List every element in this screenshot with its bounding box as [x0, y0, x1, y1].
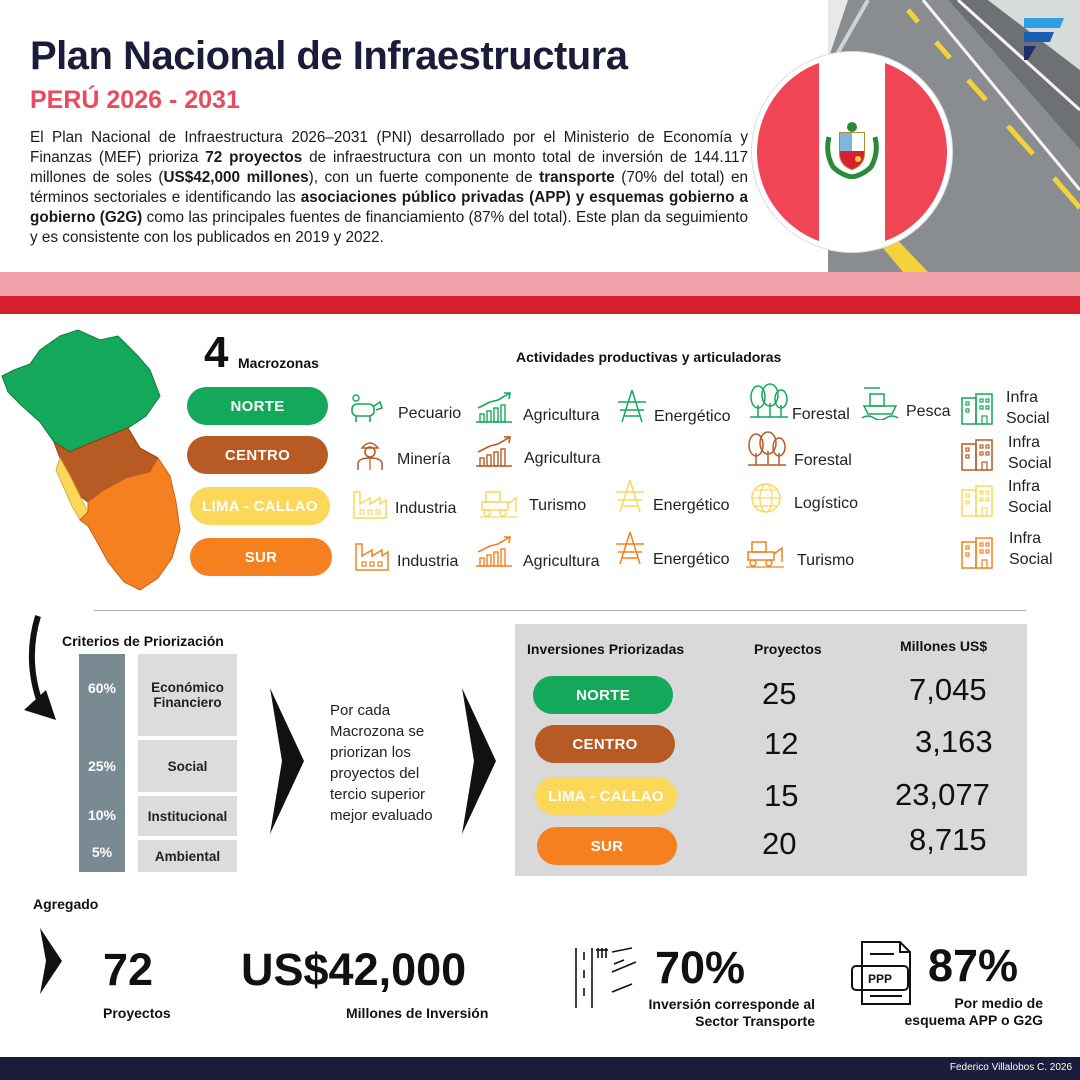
activity-sur-industria: Industria: [397, 553, 459, 570]
criterio-pct-economico: 60%: [87, 680, 117, 696]
bulldozer-icon: [478, 482, 518, 518]
inversion-zona-sur: SUR: [537, 827, 677, 865]
power-tower-icon: [610, 478, 650, 514]
activity-lima-industria: Industria: [395, 500, 457, 517]
criterios-note: Por cada Macrozona se priorizan los proyectos del tercio superior mejor evaluado: [330, 702, 433, 824]
criterio-pct-ambiental: 5%: [91, 844, 113, 860]
building-icon: [958, 390, 998, 426]
chevron-right-icon: [270, 688, 304, 834]
inversiones-header-proyectos: Proyectos: [754, 641, 822, 657]
activity-norte-infra-social: Infra Social: [1006, 389, 1050, 427]
intro-highlight: asociaciones público privadas (APP) y esquemas gobierno a gobierno (G2G): [30, 189, 748, 226]
cattle-icon: [346, 390, 386, 426]
bulldozer-icon: [744, 532, 784, 568]
fishing-boat-icon: [860, 384, 900, 420]
trees-icon: [746, 430, 788, 470]
agregado-inversion-value: US$42,000: [241, 944, 467, 995]
zone-pill-centro: CENTRO: [187, 436, 328, 474]
activity-sur-infra-social: Infra Social: [1009, 530, 1053, 568]
brand-logo-icon: [1020, 16, 1066, 60]
intro-text: de infraestructura con un monto total de inversión de 144.117 millones de soles (: [30, 149, 749, 186]
macrozonas-count: 4: [204, 328, 229, 377]
activity-sur-turismo: Turismo: [797, 552, 855, 569]
intro-highlight: US$42,000 millones: [163, 169, 309, 186]
intro-highlight: 72 proyectos: [205, 149, 303, 166]
ppp-label: PPP: [867, 972, 893, 986]
map-region-norte: [2, 330, 160, 452]
chevron-right-icon: [40, 928, 62, 994]
coat-of-arms-icon: [823, 119, 881, 179]
factory-icon: [352, 536, 392, 572]
inversiones-header-millones: Millones US$: [900, 638, 988, 654]
page-subtitle: PERÚ 2026 - 2031: [30, 86, 240, 114]
criterio-pct-social: 25%: [87, 758, 117, 774]
building-icon: [958, 436, 998, 472]
zone-pill-lima-callao: LIMA - CALLAO: [190, 487, 330, 525]
building-icon: [958, 534, 998, 570]
criterio-social: Social: [138, 740, 237, 792]
inversion-zona-norte: NORTE: [533, 676, 673, 714]
footer-credit: Federico Villalobos C. 2026: [949, 1062, 1072, 1073]
peru-macrozonas-map: [0, 326, 190, 596]
miner-icon: [350, 436, 390, 472]
agregado-proyectos-value: 72: [103, 944, 154, 995]
section-divider: [94, 610, 1026, 611]
inversion-proyectos-lima-callao: 15: [764, 778, 799, 813]
intro-text: (70% del total) en términos sectoriales e identificando las: [30, 169, 748, 206]
agregado-transporte-value: 70%: [655, 942, 746, 993]
activity-sur-agricultura: Agricultura: [523, 553, 600, 570]
criterio-institucional: Institucional: [138, 796, 237, 836]
inversion-millones-centro: 3,163: [915, 724, 993, 759]
flag-stripe-right: [885, 57, 947, 247]
zone-pill-sur: SUR: [190, 538, 332, 576]
inversion-zona-lima-callao: LIMA - CALLAO: [535, 777, 677, 815]
divider-band-light: [0, 272, 1080, 296]
activity-norte-agricultura: Agricultura: [523, 407, 600, 424]
actividades-title: Actividades productivas y articuladoras: [516, 349, 782, 365]
intro-paragraph: [30, 128, 748, 248]
activity-centro-agricultura: Agricultura: [524, 450, 601, 467]
activity-lima-infra-social: Infra Social: [1008, 478, 1052, 516]
activity-lima-logistico: Logístico: [794, 495, 859, 512]
agregado-transporte-label: Inversión corresponde al Sector Transporte: [648, 996, 815, 1029]
building-icon: [958, 482, 998, 518]
power-tower-icon: [610, 530, 650, 566]
agriculture-chart-icon: [474, 390, 514, 426]
macrozonas-label: Macrozonas: [238, 355, 319, 371]
trees-icon: [748, 382, 790, 422]
activity-lima-turismo: Turismo: [529, 497, 587, 514]
inversion-proyectos-norte: 25: [762, 676, 797, 711]
activity-centro-mineria: Minería: [397, 451, 451, 468]
inversion-zona-centro: CENTRO: [535, 725, 675, 763]
agregado-inversion-label: Millones de Inversión: [346, 1005, 489, 1021]
activity-lima-energetico: Energético: [653, 497, 730, 514]
divider-band-red: [0, 296, 1080, 314]
curved-arrow-icon: [20, 612, 70, 724]
chevron-right-icon: [462, 688, 496, 834]
factory-icon: [350, 484, 390, 520]
activity-norte-energetico: Energético: [654, 408, 731, 425]
inversion-millones-sur: 8,715: [909, 822, 987, 857]
agregado-proyectos-label: Proyectos: [103, 1005, 171, 1021]
activity-centro-infra-social: Infra Social: [1008, 434, 1052, 472]
flag-stripe-left: [757, 57, 819, 247]
intro-highlight: transporte: [539, 169, 615, 186]
power-tower-icon: [612, 388, 652, 424]
globe-icon: [746, 480, 786, 516]
agregado-app-label: Por medio de esquema APP o G2G: [904, 995, 1043, 1028]
activity-norte-pecuario: Pecuario: [398, 405, 462, 422]
activity-centro-forestal: Forestal: [794, 452, 852, 469]
criterio-ambiental: Ambiental: [138, 840, 237, 872]
agregado-app-value: 87%: [928, 940, 1019, 991]
criterio-pct-institucional: 10%: [87, 807, 117, 823]
criterio-economico-financiero: Económico Financiero: [138, 654, 237, 736]
peru-flag-emblem: [752, 52, 952, 252]
footer-bar: [0, 1057, 1080, 1080]
inversion-proyectos-sur: 20: [762, 826, 797, 861]
intro-text: El Plan Nacional de Infraestructura 2026–2031 (PNI) desarrollado por el Ministerio de Economía y Finanzas (MEF) prioriza: [30, 129, 748, 166]
agriculture-chart-icon: [474, 434, 514, 470]
intro-text: como las principales fuentes de financiamiento (87% del total). Este plan da seguimiento y es consistente con los publicados en 2019 y 2022.: [30, 209, 748, 246]
activity-norte-forestal: Forestal: [792, 406, 850, 423]
criterios-title: Criterios de Priorización: [62, 633, 224, 649]
inversion-millones-norte: 7,045: [909, 672, 987, 707]
intro-text: ), con un fuerte componente de: [308, 169, 540, 186]
inversion-millones-lima-callao: 23,077: [895, 777, 990, 812]
inversiones-header-zona: Inversiones Priorizadas: [527, 641, 685, 657]
agriculture-chart-icon: [474, 534, 514, 570]
page-title: Plan Nacional de Infraestructura: [30, 34, 628, 78]
zone-pill-norte: NORTE: [187, 387, 328, 425]
activity-norte-pesca: Pesca: [906, 403, 951, 420]
activity-sur-energetico: Energético: [653, 551, 730, 568]
agregado-title: Agregado: [33, 896, 99, 912]
inversion-proyectos-centro: 12: [764, 726, 799, 761]
